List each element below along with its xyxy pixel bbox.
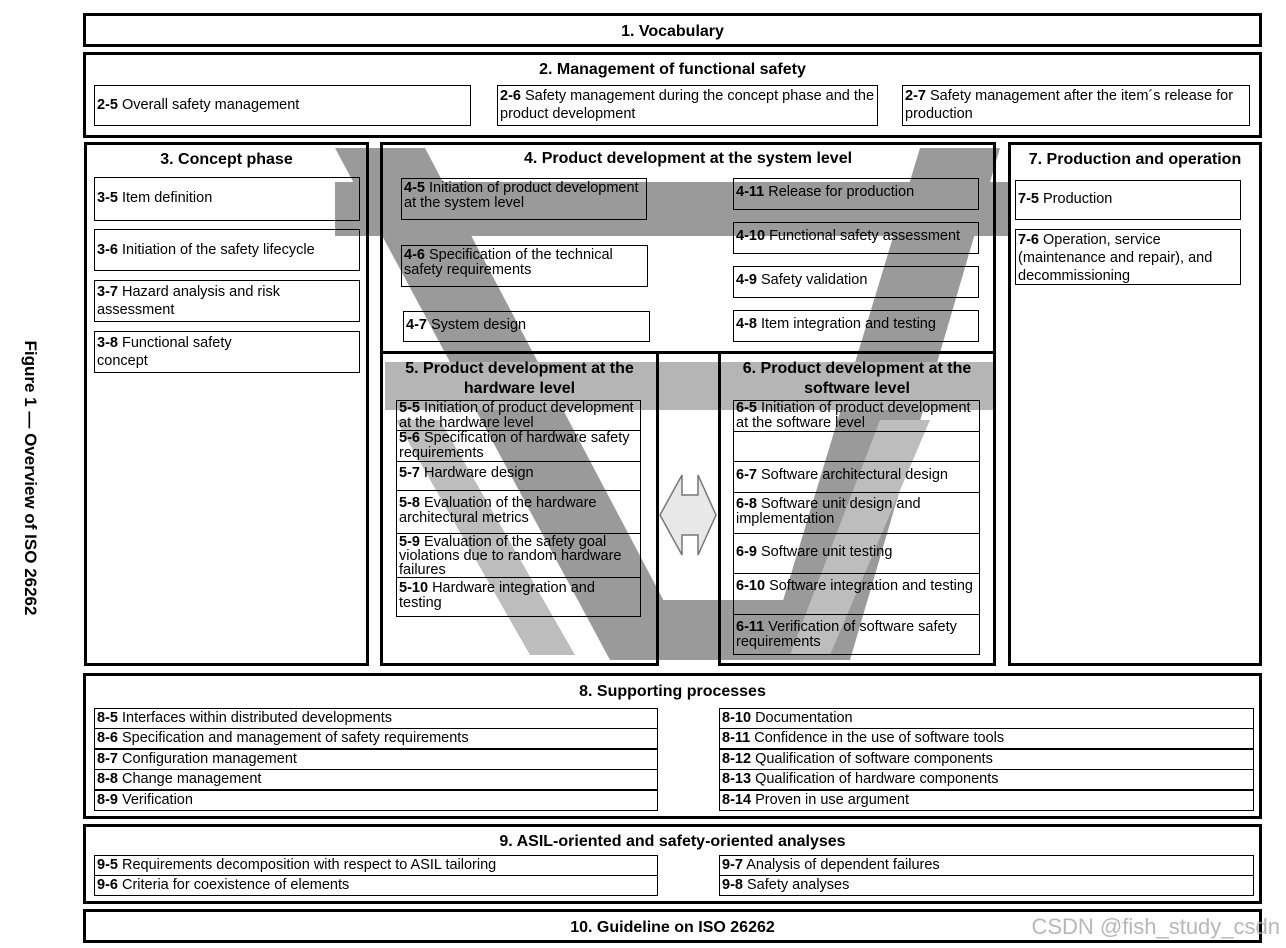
clause-8-6: 8-6 Specification and management of safety requirements: [94, 728, 658, 749]
part-title: 8. Supporting processes: [579, 683, 766, 700]
clause-4-11: 4-11 Release for production: [733, 178, 979, 210]
clause-8-13: 8-13 Qualification of hardware components: [719, 769, 1254, 790]
clause-3-5: 3-5 Item definition: [94, 177, 360, 221]
part-title: 1. Vocabulary: [621, 23, 724, 40]
part-title: 7. Production and operation: [1028, 151, 1242, 168]
part-title: 6. Product development at the software level: [742, 360, 972, 397]
clause-4-7: 4-7 System design: [403, 311, 650, 342]
clause-9-5: 9-5 Requirements decomposition with respect to ASIL tailoring: [94, 855, 658, 876]
clause-2-6: 2-6 Safety management during the concept phase and the product development: [497, 85, 878, 126]
part-title: 3. Concept phase: [160, 151, 293, 168]
clause-5-5: 5-5 Initiation of product development at the hardware level: [396, 400, 641, 431]
clause-4-8: 4-8 Item integration and testing: [733, 310, 979, 342]
clause-7-5: 7-5 Production: [1015, 180, 1241, 220]
clause-2-7: 2-7 Safety management after the item´s release for production: [902, 85, 1250, 126]
clause-8-10: 8-10 Documentation: [719, 708, 1254, 729]
clause-8-12: 8-12 Qualification of software components: [719, 749, 1254, 770]
clause-9-7: 9-7 Analysis of dependent failures: [719, 855, 1254, 876]
part-title: 4. Product development at the system level: [523, 150, 853, 167]
clause-3-8: 3-8 Functional safety concept: [94, 331, 360, 373]
clause-6-10: 6-10 Software integration and testing: [733, 573, 980, 615]
part-7-production: [1008, 142, 1262, 666]
clause-8-5: 8-5 Interfaces within distributed developments: [94, 708, 658, 729]
clause-5-10: 5-10 Hardware integration and testing: [396, 577, 641, 617]
clause-6-6-blank: [733, 431, 980, 462]
clause-5-9: 5-9 Evaluation of the safety goal violations due to random hardware failures: [396, 533, 641, 578]
clause-5-6: 5-6 Specification of hardware safety requirements: [396, 430, 641, 462]
clause-3-7: 3-7 Hazard analysis and risk assessment: [94, 280, 360, 322]
clause-6-9: 6-9 Software unit testing: [733, 533, 980, 574]
clause-6-7: 6-7 Software architectural design: [733, 461, 980, 493]
part-title: 2. Management of functional safety: [539, 61, 806, 78]
double-arrow-icon: [660, 475, 716, 555]
clause-6-5: 6-5 Initiation of product development at the software level: [733, 400, 980, 432]
watermark: CSDN @fish_study_csdn: [1031, 914, 1280, 939]
figure-caption: Figure 1 — Overview of ISO 26262: [21, 340, 40, 616]
clause-6-11: 6-11 Verification of software safety requirements: [733, 614, 980, 655]
part-title: 5. Product development at the hardware level: [405, 360, 634, 397]
part-title: 10. Guideline on ISO 26262: [570, 919, 775, 936]
clause-9-6: 9-6 Criteria for coexistence of elements: [94, 875, 658, 896]
clause-6-8: 6-8 Software unit design and implementation: [733, 492, 980, 534]
clause-9-8: 9-8 Safety analyses: [719, 875, 1254, 896]
clause-8-9: 8-9 Verification: [94, 790, 658, 811]
clause-8-14: 8-14 Proven in use argument: [719, 790, 1254, 811]
clause-8-11: 8-11 Confidence in the use of software tools: [719, 728, 1254, 749]
clause-4-6: 4-6 Specification of the technical safety requirements: [401, 245, 648, 287]
clause-4-9: 4-9 Safety validation: [733, 266, 979, 298]
clause-3-6: 3-6 Initiation of the safety lifecycle: [94, 229, 360, 271]
clause-7-6: 7-6 Operation, service (maintenance and repair), and decommissioning: [1015, 229, 1241, 285]
clause-5-8: 5-8 Evaluation of the hardware architectural metrics: [396, 490, 641, 534]
clause-8-8: 8-8 Change management: [94, 769, 658, 790]
clause-4-5: 4-5 Initiation of product development at the system level: [401, 178, 647, 220]
clause-8-7: 8-7 Configuration management: [94, 749, 658, 770]
part-title: 9. ASIL-oriented and safety-oriented analyses: [499, 833, 846, 850]
clause-4-10: 4-10 Functional safety assessment: [733, 222, 979, 254]
clause-2-5: 2-5 Overall safety management: [94, 85, 471, 126]
clause-5-7: 5-7 Hardware design: [396, 461, 641, 491]
part-1-vocabulary: [83, 13, 1262, 47]
